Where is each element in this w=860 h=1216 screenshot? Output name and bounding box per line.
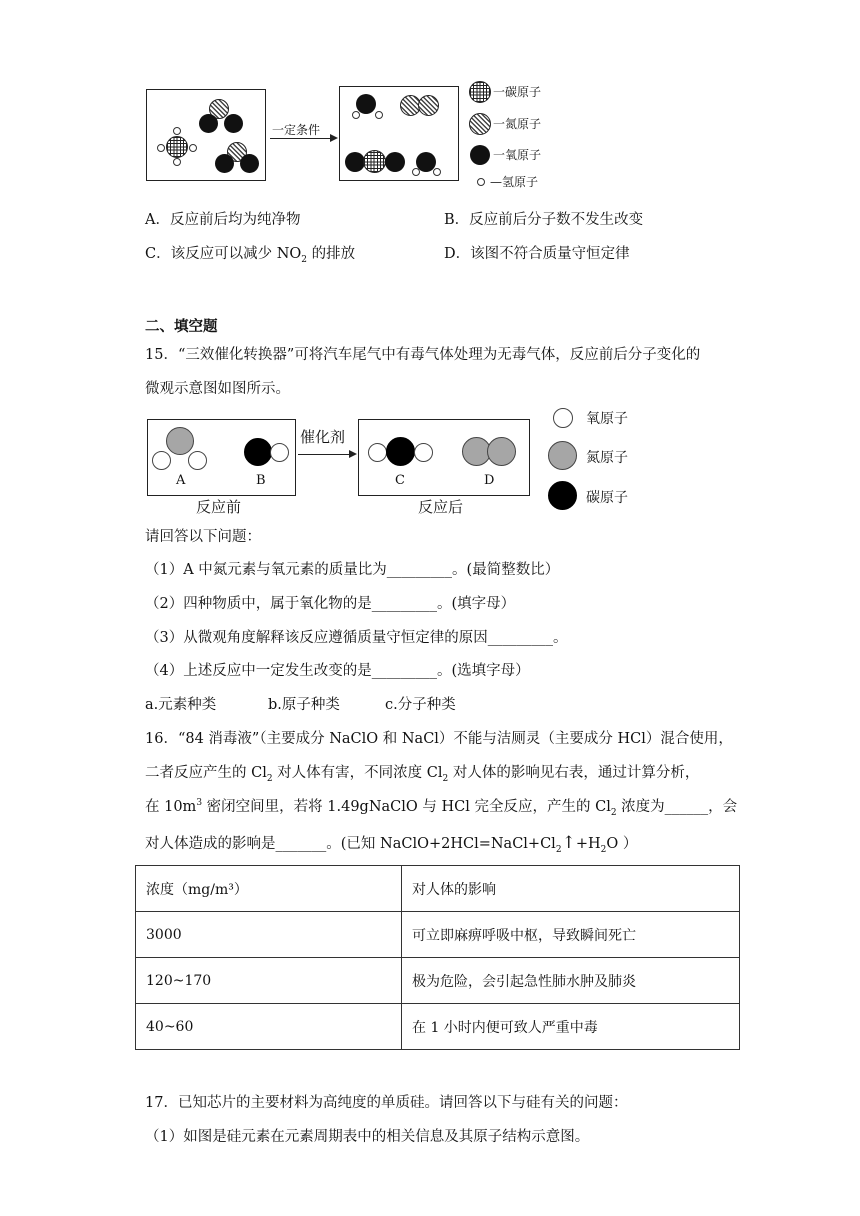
table-row	[136, 1004, 740, 1050]
oxygen-atom	[356, 94, 376, 114]
oxygen-atom	[385, 152, 405, 172]
q16-sub: 2	[266, 773, 273, 784]
q16-text: 二者反应产生的 Cl	[145, 765, 267, 781]
reaction-arrow-2	[298, 454, 350, 455]
q16-text: 在 10m	[145, 799, 197, 815]
label-d: D	[484, 473, 495, 488]
nitrogen-legend-icon	[469, 113, 491, 135]
q16-sub: 2	[610, 807, 617, 818]
hydrogen-atom	[173, 127, 181, 135]
q16-sub: 2	[442, 773, 449, 784]
choice-b: b.原子种类	[268, 697, 340, 713]
concentration-table	[135, 865, 740, 1050]
legend-oxygen: 一氧原子	[493, 148, 542, 162]
q16-line-3	[145, 795, 737, 818]
label-a: A	[176, 473, 186, 488]
before-box	[146, 89, 266, 181]
table-cell: 在 1 小时内便可致人严重中毒	[402, 1004, 740, 1050]
option-d: D．该图不符合质量守恒定律	[444, 246, 630, 262]
legend-oxygen-2: 氧原子	[586, 411, 628, 427]
q16-text: 浓度为______，会	[616, 799, 738, 815]
table-row	[136, 912, 740, 958]
q17-line-1: 17．已知芯片的主要材料为高纯度的单质硅。请回答以下与硅有关的问题：	[145, 1095, 628, 1111]
oxygen-atom	[215, 154, 234, 173]
oxygen-atom	[240, 154, 259, 173]
option-c-sub: 2	[301, 254, 308, 265]
hydrogen-atom	[352, 111, 360, 119]
q15-sub-1: （1）A 中氮元素与氧元素的质量比为_________。(最简整数比）	[145, 562, 560, 578]
option-c-text-2: 的排放	[307, 246, 356, 262]
oxygen-atom	[368, 443, 387, 462]
legend-carbon-2: 碳原子	[586, 490, 628, 506]
q16-line-4	[145, 832, 637, 855]
q15-line-2: 微观示意图如图所示。	[145, 381, 290, 397]
hydrogen-atom	[433, 168, 441, 176]
label-c: C	[395, 473, 405, 488]
q16-sub: 2	[555, 844, 562, 855]
table-header-row	[136, 866, 740, 912]
q16-text: 对人体的影响见右表，通过计算分析，	[448, 765, 700, 781]
option-c-text: C．该反应可以减少 NO	[145, 246, 302, 262]
option-a: A．反应前后均为纯净物	[145, 212, 301, 228]
q15-sub-2: （2）四种物质中，属于氧化物的是_________。(填字母）	[145, 596, 516, 612]
table-cell: 极为危险，会引起急性肺水肿及肺炎	[402, 958, 740, 1004]
carbon-legend-icon	[548, 481, 577, 510]
hydrogen-atom	[189, 144, 197, 152]
after-label: 反应后	[418, 498, 464, 516]
q16-text: 密闭空间里，若将 1.49gNaClO 与 HCl 完全反应，产生的 Cl	[202, 799, 611, 815]
oxygen-legend-icon	[553, 408, 573, 428]
q15-line-1: 15．“三效催化转换器”可将汽车尾气中有毒气体处理为无毒气体，反应前后分子变化的	[145, 347, 701, 363]
hydrogen-atom	[173, 158, 181, 166]
oxygen-atom	[270, 443, 289, 462]
oxygen-legend-icon	[470, 145, 490, 165]
legend-nitrogen-2: 氮原子	[586, 450, 628, 466]
hydrogen-atom	[412, 168, 420, 176]
carbon-atom	[244, 438, 272, 466]
arrow-head-icon	[330, 134, 338, 142]
q17-line-2: （1）如图是硅元素在元素周期表中的相关信息及其原子结构示意图。	[145, 1129, 590, 1145]
nitrogen-legend-icon	[548, 441, 577, 470]
option-b: B．反应前后分子数不发生改变	[444, 212, 644, 228]
section-title: 二、填空题	[145, 318, 218, 335]
legend-nitrogen: 一氮原子	[493, 117, 542, 131]
table-cell: 40~60	[136, 1004, 402, 1050]
nitrogen-atom	[418, 95, 439, 116]
table-cell: 3000	[136, 912, 402, 958]
before-box-2	[147, 419, 296, 496]
table-cell: 可立即麻痹呼吸中枢，导致瞬间死亡	[402, 912, 740, 958]
q15-sub-3: （3）从微观角度解释该反应遵循质量守恒定律的原因_________。	[145, 630, 568, 646]
nitrogen-atom	[166, 427, 194, 455]
table-cell: 120~170	[136, 958, 402, 1004]
carbon-atom	[386, 437, 415, 466]
q16-text: O ）	[606, 836, 638, 852]
after-box-2	[358, 419, 530, 496]
before-label: 反应前	[196, 498, 242, 516]
hydrogen-atom	[157, 144, 165, 152]
oxygen-atom	[414, 443, 433, 462]
oxygen-atom	[199, 114, 218, 133]
label-b: B	[256, 473, 266, 488]
option-c	[145, 242, 355, 265]
q16-sup: 3	[196, 798, 203, 809]
choice-c: c.分子种类	[385, 697, 456, 713]
q15-prompt: 请回答以下问题：	[145, 529, 261, 545]
hydrogen-atom	[375, 111, 383, 119]
legend-carbon: 一碳原子	[493, 85, 542, 99]
oxygen-atom	[345, 152, 365, 172]
catalyst-label: 催化剂	[300, 428, 346, 446]
hydrogen-legend-icon	[477, 178, 485, 186]
table-header-cell: 对人体的影响	[402, 866, 740, 912]
condition-label: 一定条件	[272, 123, 321, 137]
legend-hydrogen: —氢原子	[490, 175, 539, 189]
nitrogen-atom	[487, 437, 516, 466]
table-row	[136, 958, 740, 1004]
arrow-head-icon	[349, 450, 357, 458]
q16-text: +H	[575, 836, 601, 852]
q16-sub: 2	[600, 844, 607, 855]
oxygen-atom	[188, 451, 207, 470]
oxygen-atom	[152, 451, 171, 470]
q16-text: 对人体有害，不同浓度 Cl	[272, 765, 443, 781]
table-header-cell: 浓度（mg/m³）	[136, 866, 402, 912]
carbon-atom	[363, 150, 386, 173]
oxygen-atom	[224, 114, 243, 133]
carbon-atom	[166, 136, 188, 158]
q15-sub-4: （4）上述反应中一定发生改变的是_________。(选填字母）	[145, 663, 530, 679]
after-box	[339, 86, 459, 181]
carbon-legend-icon	[469, 81, 491, 103]
q16-line-1: 16．“84 消毒液”（主要成分 NaClO 和 NaCl）不能与洁厕灵（主要成分 HCl）混合使用，	[145, 731, 733, 747]
q16-line-2	[145, 761, 699, 784]
gas-arrow-icon: ↑	[561, 833, 576, 853]
reaction-arrow	[270, 138, 332, 139]
q16-text: 对人体造成的影响是_______。(已知 NaClO+2HCl=NaCl+Cl	[145, 836, 556, 852]
choice-a: a.元素种类	[145, 697, 217, 713]
